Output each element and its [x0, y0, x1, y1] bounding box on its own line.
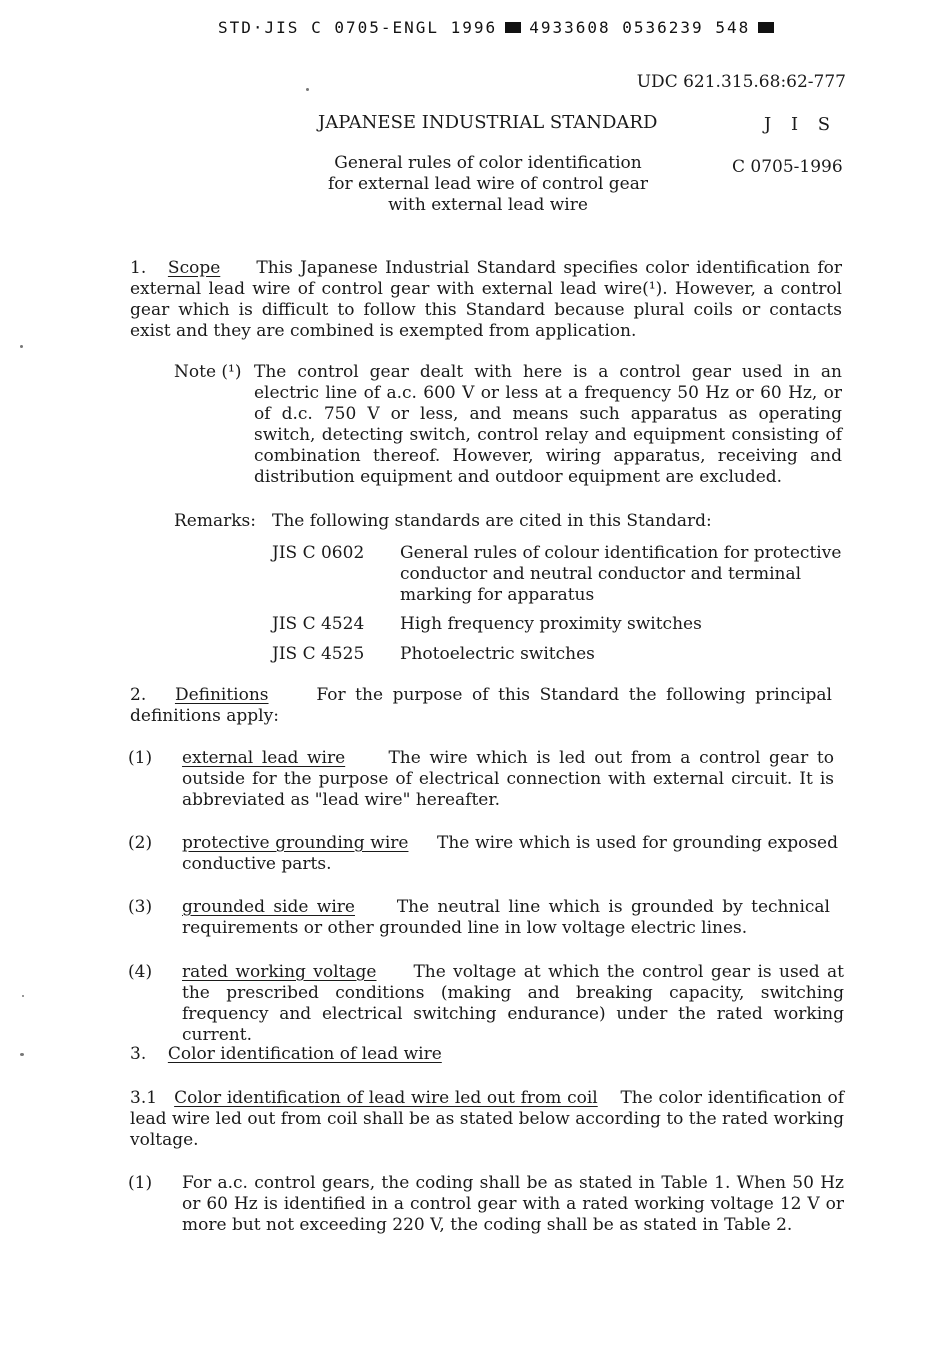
note-label: Note (¹): [174, 362, 242, 382]
reference-code: JIS C 4525: [272, 644, 365, 664]
section-number: 3.: [130, 1044, 147, 1064]
section-number: 2.: [130, 685, 147, 705]
note-block: [174, 362, 842, 490]
remarks-label: Remarks:: [174, 511, 256, 531]
section-text: The color identification of lead wire led out from coil shall be as stated below according to the rated working voltage.: [130, 1088, 844, 1150]
subtitle-line: with external lead wire: [388, 195, 588, 215]
reference-title: Photoelectric switches: [400, 644, 595, 664]
scan-speck: [20, 1053, 24, 1056]
reference-row: [272, 543, 842, 607]
section-number: 3.1: [130, 1088, 158, 1108]
definition-text: The wire which is used for grounding exposed conductive parts.: [182, 833, 838, 874]
std-code: STD·JIS C 0705-ENGL 1996: [218, 18, 498, 37]
definitions-intro: For the purpose of this Standard the following principal definitions apply:: [130, 685, 832, 726]
section-heading: Color identification of lead wire led out from coil: [174, 1088, 598, 1108]
scan-speck: [306, 88, 309, 91]
item-number: (1): [128, 748, 153, 768]
remarks-block: [174, 511, 842, 671]
scope-text: This Japanese Industrial Standard specifies color identification for external lead wire of control gear with external lead wire(¹). However, a control gear which is difficult to follow this Standard because plural coils or contacts exist and they are combined is exempted from application.: [130, 258, 842, 341]
definitions-section: [130, 685, 832, 727]
barcode-block-icon: [505, 22, 521, 33]
section-3-heading: [130, 1044, 442, 1064]
barcode-number: 4933608 0536239 548: [529, 18, 751, 37]
subtitle-line: for external lead wire of control gear: [327, 174, 649, 194]
scan-speck: [22, 995, 24, 997]
reference-row: [272, 614, 842, 636]
definition-term: external lead wire: [182, 748, 346, 768]
definition-term: protective grounding wire: [182, 833, 409, 853]
definition-term: rated working voltage: [182, 962, 377, 982]
section-heading: Color identification of lead wire: [167, 1044, 442, 1064]
list-item-text: For a.c. control gears, the coding shall be as stated in Table 1. When 50 Hz or 60 Hz is identified in a control gear with a rated working voltage 12 V or more but not exceeding 220 V, the coding shall be as stated in Table 2.: [182, 1173, 844, 1235]
standard-number: C 0705-1996: [732, 157, 843, 177]
scope-section: [130, 258, 842, 342]
definition-item: [128, 897, 830, 941]
definition-text: The wire which is led out from a control gear to outside for the purpose of electrical connection with external circuit. It is abbreviated as "lead wire" hereafter.: [182, 748, 834, 810]
definition-item: [128, 833, 838, 877]
definition-item: [128, 748, 834, 812]
udc-number: UDC 621.315.68:62-777: [636, 72, 846, 92]
note-text: The control gear dealt with here is a control gear used in an electric line of a.c. 600 V or less at a frequency 50 Hz or 60 Hz, or of d.c. 750 V or less, and means such apparatus as operating switch, detecting switch, control relay and equipment consisting of combination thereof. However, wiring apparatus, receiving and distribution equipment and outdoor equipment are excluded.: [254, 362, 842, 487]
reference-code: JIS C 0602: [272, 543, 365, 563]
document-stamp-line: [218, 18, 782, 37]
section-number: 1.: [130, 258, 147, 278]
subtitle-line: General rules of color identification: [334, 153, 642, 173]
reference-title: General rules of colour identification for protective conductor and neutral conductor and terminal marking for apparatus: [400, 543, 842, 605]
section-heading: Definitions: [174, 685, 269, 705]
item-number: (1): [128, 1173, 153, 1193]
section-heading: Scope: [167, 258, 221, 278]
reference-row: [272, 644, 842, 666]
definition-text: The voltage at which the control gear is used at the prescribed conditions (making and breaking capacity, switching frequency and electrical switching endurance) under the rated working current.: [182, 962, 844, 1045]
reference-title: High frequency proximity switches: [400, 614, 702, 634]
standard-title: JAPANESE INDUSTRIAL STANDARD: [318, 112, 658, 133]
item-number: (2): [128, 833, 153, 853]
definition-item: [128, 962, 844, 1045]
remarks-intro: The following standards are cited in this Standard:: [272, 511, 712, 531]
reference-code: JIS C 4524: [272, 614, 365, 634]
jis-mark: J I S: [764, 114, 838, 135]
item-number: (3): [128, 897, 153, 917]
scan-speck: [20, 345, 23, 348]
barcode-block-icon: [758, 22, 774, 33]
document-subtitle: [318, 153, 658, 216]
item-number: (4): [128, 962, 153, 982]
definition-term: grounded side wire: [182, 897, 355, 917]
list-item: [128, 1173, 844, 1237]
definition-text: The neutral line which is grounded by technical requirements or other grounded line in low voltage electric lines.: [182, 897, 830, 938]
section-3-1: [130, 1088, 844, 1151]
